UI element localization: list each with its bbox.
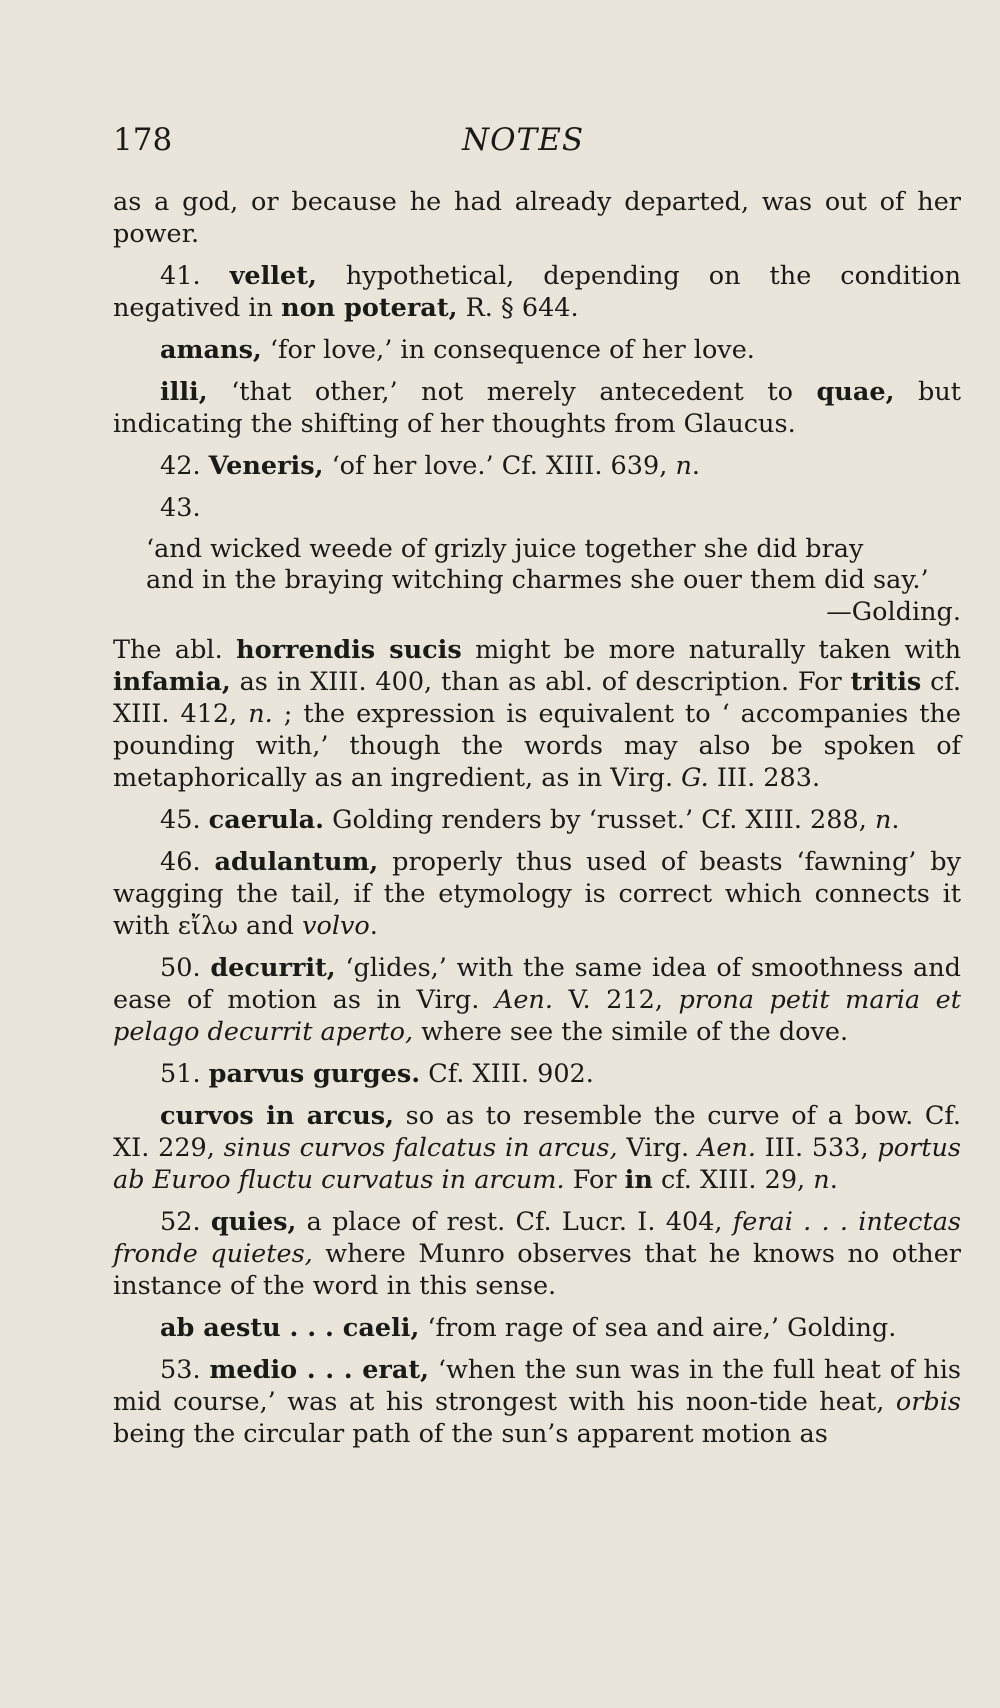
note-text: . [829, 1165, 838, 1195]
note-45 [113, 804, 961, 836]
note-continuation: as a god, or because he had already departed, was out of her power. [113, 187, 961, 249]
note-italic: n [813, 1165, 830, 1195]
note-text: III. 283. [708, 763, 821, 793]
note-italic: orbis [895, 1387, 961, 1417]
note-text: ‘from rage of sea and aire,’ Golding. [419, 1313, 897, 1343]
cited-phrase: in [624, 1165, 653, 1195]
note-text: . [369, 911, 378, 941]
note-52 [113, 1206, 961, 1302]
note-53 [113, 1354, 961, 1450]
lemma: medio . . . erat, [209, 1355, 430, 1385]
note-text: Cf. XIII. 902. [420, 1059, 594, 1089]
note-text: hypothetical, depending on the condition negatived in [113, 261, 961, 323]
lemma: vellet, [229, 261, 317, 291]
lemma: caerula. [208, 805, 325, 835]
note-italic: ferai . . . intectas fronde quietes, [113, 1207, 962, 1269]
lemma: illi, [160, 377, 208, 407]
note-italic: n [874, 805, 892, 835]
note-number: 41. [160, 261, 201, 291]
note-text: where see the simile of the dove. [413, 1017, 849, 1047]
note-text: cf. XIII. 412, [113, 667, 961, 729]
note-illi [113, 376, 961, 440]
cited-phrase: infamia, [113, 667, 231, 697]
note-amans [113, 334, 961, 366]
notes-body [113, 186, 961, 1460]
lemma: amans, [160, 335, 262, 365]
note-italic: G. [681, 763, 709, 793]
note-italic: n [675, 451, 692, 481]
note-42 [113, 450, 961, 482]
note-text: cf. XIII. 29, [652, 1165, 814, 1195]
cited-phrase: quae, [816, 377, 895, 407]
note-text: Virg. [617, 1133, 698, 1163]
note-number: 52. [160, 1207, 201, 1237]
lemma: Veneris, [208, 451, 324, 481]
note-text: so as to resemble the curve of a bow. Cf. XI. 229, [113, 1101, 961, 1163]
note-text: might be more naturally taken with [461, 635, 961, 665]
note-italic: volvo [302, 911, 370, 941]
note-number: 45. [160, 805, 201, 835]
verse-line: and in the braying witching charmes she ouer them did say.’ [146, 565, 929, 595]
note-text: . [891, 805, 900, 835]
note-41 [113, 260, 961, 324]
note-number: 43. [160, 493, 201, 523]
note-text: but indicating the shifting of her thoughts from Glaucus. [113, 377, 961, 439]
note-abl [113, 634, 961, 794]
lemma: decurrit, [210, 953, 336, 983]
note-text: ‘for love,’ in consequence of her love. [261, 335, 755, 365]
cited-phrase: tritis [850, 667, 922, 697]
page-title: NOTES [462, 122, 585, 158]
note-text: R. § 644. [457, 293, 579, 323]
note-text: Golding renders by ‘russet.’ Cf. XIII. 288, [324, 805, 875, 835]
lemma: adulantum, [214, 847, 379, 877]
note-number: 42. [160, 451, 201, 481]
note-text: ; the expression is equivalent to ‘ accompanies the pounding with,’ though the words may also be spoken of metaphorically as an ingredient, as in Virg. [113, 699, 961, 793]
note-51 [113, 1058, 961, 1090]
note-text: where Munro observes that he knows no other instance of the word in this sense. [113, 1239, 961, 1301]
note-text: properly thus used of beasts ‘fawning’ by wagging the tail, if the etymology is correct which connects it with [113, 847, 962, 941]
note-aestu [113, 1312, 961, 1344]
note-text: a place of rest. Cf. Lucr. I. 404, [296, 1207, 733, 1237]
verse-attribution: —Golding. [826, 597, 961, 627]
note-text: ‘of her love.’ Cf. XIII. 639, [323, 451, 676, 481]
running-header [113, 122, 893, 162]
note-italic: Aen. [697, 1133, 756, 1163]
lemma: parvus gurges. [208, 1059, 421, 1089]
note-50 [113, 952, 961, 1048]
note-curvos [113, 1100, 961, 1196]
note-number: 46. [160, 847, 201, 877]
note-number: 53. [160, 1355, 201, 1385]
lemma: curvos in arcus, [160, 1101, 395, 1131]
note-text: III. 533, [755, 1133, 878, 1163]
note-text: For [564, 1165, 625, 1195]
page-number: 178 [113, 122, 173, 158]
note-italic: portus ab Euroo fluctu curvatus in arcum. [113, 1133, 962, 1195]
note-italic: prona petit maria et pelago decurrit aperto, [113, 985, 961, 1047]
note-text: as in XIII. 400, than as abl. of description. For [230, 667, 851, 697]
note-italic: n. [248, 699, 273, 729]
note-text: and [237, 911, 303, 941]
note-text: The abl. [113, 635, 237, 665]
lemma: quies, [210, 1207, 297, 1237]
verse-quotation [113, 534, 961, 628]
note-italic: sinus curvos falcatus in arcus, [223, 1133, 618, 1163]
note-text: . [691, 451, 700, 481]
cited-phrase: horrendis sucis [236, 635, 462, 665]
note-number: 51. [160, 1059, 201, 1089]
cited-phrase: non poterat, [281, 293, 458, 323]
note-text: ‘that other,’ not merely antecedent to [207, 377, 817, 407]
note-43 [113, 492, 961, 524]
note-46 [113, 846, 961, 942]
verse-line: ‘and wicked weede of grizly juice together she did bray [146, 534, 864, 564]
note-text: ‘glides,’ with the same idea of smoothness and ease of motion as in Virg. [113, 953, 961, 1015]
note-text: ‘when the sun was in the full heat of his mid course,’ was at his strongest with his noon-tide heat, [113, 1355, 962, 1417]
lemma: ab aestu . . . caeli, [160, 1313, 420, 1343]
note-text: being the circular path of the sun’s apparent motion as [113, 1419, 828, 1449]
greek-word: εἴλω [177, 911, 238, 941]
note-text: V. 212, [552, 985, 679, 1015]
note-number: 50. [160, 953, 201, 983]
note-italic: Aen. [494, 985, 553, 1015]
